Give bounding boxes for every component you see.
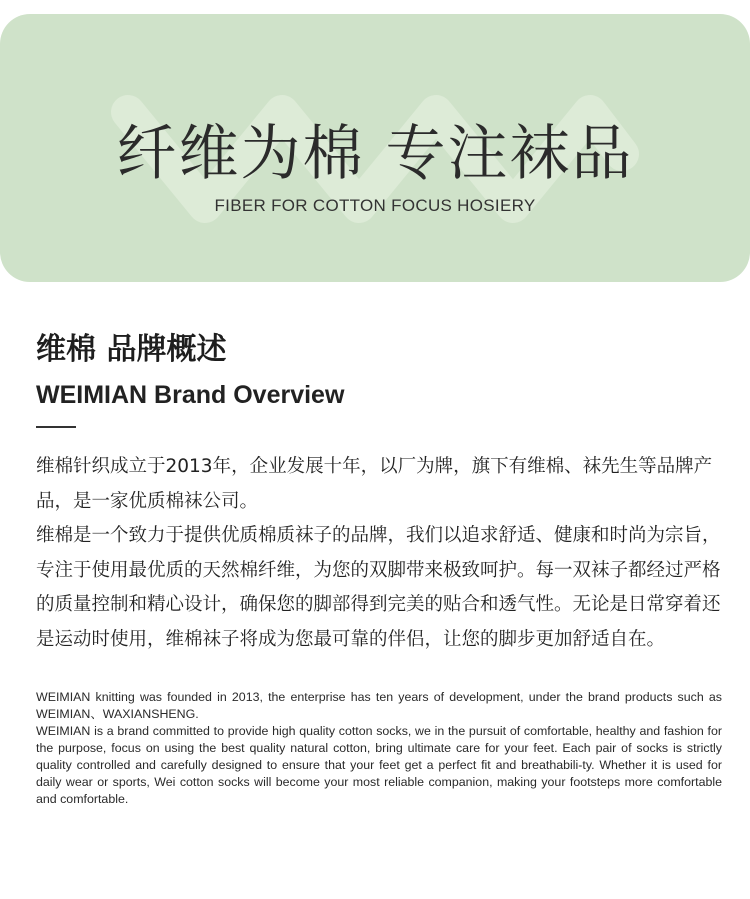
description-cn	[36, 450, 726, 657]
hero-banner	[0, 14, 750, 282]
description-en-paragraph: WEIMIAN is a brand committed to provide high quality cotton socks, we in the pursuit of comfortable, healthy and fashion for the purpose, focus on using the best quality natural cotton, bring ultimate care for your feet. Each pair of socks is strictly quality controlled and carefully designed to ensure that your feet get a perfect fit and breathabili-ty. Whether it is used for daily wear or sports, Wei cotton socks will become your most reliable companion, making your footsteps more comfortable and comfortable.	[36, 724, 722, 806]
description-en	[36, 689, 722, 808]
description-cn-paragraph: 维棉针织成立于2013年，企业发展十年，以厂为牌，旗下有维棉、袜先生等品牌产品，是一家优质棉袜公司。	[36, 456, 713, 512]
description-cn-paragraph: 维棉是一个致力于提供优质棉质袜子的品牌，我们以追求舒适、健康和时尚为宗旨，专注于使用最优质的天然棉纤维，为您的双脚带来极致呵护。每一双袜子都经过严格的质量控制和精心设计，确保您的脚部得到完美的贴合和透气性。无论是日常穿着还是运动时使用，维棉袜子将成为您最可靠的伴侣，让您的脚步更加舒适自在。	[36, 525, 721, 650]
section-title-en: WEIMIAN Brand Overview	[36, 381, 345, 409]
section-divider	[36, 426, 76, 428]
banner-subtitle: FIBER FOR COTTON FOCUS HOSIERY	[214, 196, 536, 215]
banner-title: 纤维为棉 专注袜品	[116, 119, 634, 189]
description-en-paragraph: WEIMIAN knitting was founded in 2013, the enterprise has ten years of development, under the brand products such as WEIMIAN、WAXIANSHENG.	[36, 690, 722, 721]
section-title-cn: 维棉 品牌概述	[36, 332, 227, 367]
